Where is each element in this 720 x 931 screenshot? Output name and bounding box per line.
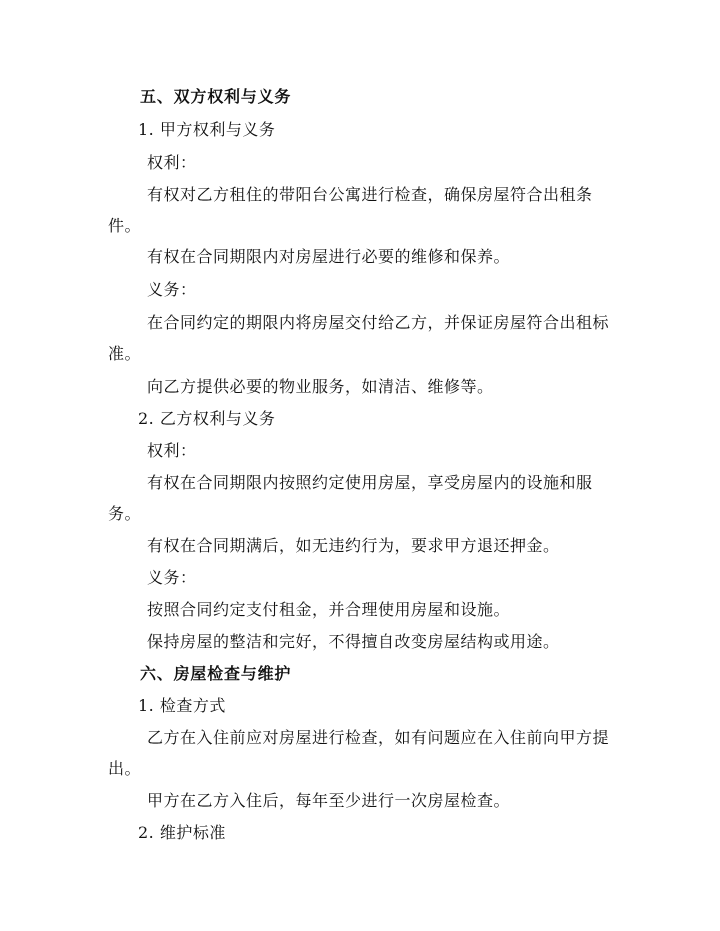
party-b-duty-1: 按照合同约定支付租金，并合理使用房屋和设施。	[147, 600, 511, 619]
maintenance-heading: 2. 维护标准	[138, 823, 226, 842]
party-a-right-2: 有权在合同期限内对房屋进行必要的维修和保养。	[147, 247, 511, 266]
party-a-duty-1-line-1: 在合同约定的期限内将房屋交付给乙方，并保证房屋符合出租标	[147, 313, 610, 332]
party-a-right-1-line-1: 有权对乙方租住的带阳台公寓进行检查，确保房屋符合出租条	[147, 185, 593, 204]
party-a-duty-1-line-2: 准。	[108, 344, 142, 363]
party-a-duty-2: 向乙方提供必要的物业服务，如清洁、维修等。	[147, 377, 494, 396]
party-a-heading: 1. 甲方权利与义务	[138, 120, 276, 139]
party-b-right-2: 有权在合同期满后，如无违约行为，要求甲方退还押金。	[147, 536, 560, 555]
party-b-right-1-line-1: 有权在合同期限内按照约定使用房屋，享受房屋内的设施和服	[147, 473, 593, 492]
party-b-duty-2: 保持房屋的整洁和完好，不得擅自改变房屋结构或用途。	[147, 632, 560, 651]
party-b-right-1-line-2: 务。	[108, 504, 142, 523]
party-b-rights-label: 权利：	[147, 441, 197, 460]
inspection-item-1-line-2: 出。	[108, 759, 142, 778]
party-b-heading: 2. 乙方权利与义务	[138, 409, 276, 428]
inspection-item-1-line-1: 乙方在入住前应对房屋进行检查，如有问题应在入住前向甲方提	[147, 728, 610, 747]
party-b-duties-label: 义务：	[147, 568, 197, 587]
section-5-title: 五、双方权利与义务	[140, 87, 292, 106]
section-6-title: 六、房屋检查与维护	[140, 664, 292, 683]
inspection-heading: 1. 检查方式	[138, 696, 226, 715]
party-a-duties-label: 义务：	[147, 280, 197, 299]
inspection-item-2: 甲方在乙方入住后，每年至少进行一次房屋检查。	[147, 791, 511, 810]
party-a-right-1-line-2: 件。	[108, 216, 142, 235]
party-a-rights-label: 权利：	[147, 153, 197, 172]
